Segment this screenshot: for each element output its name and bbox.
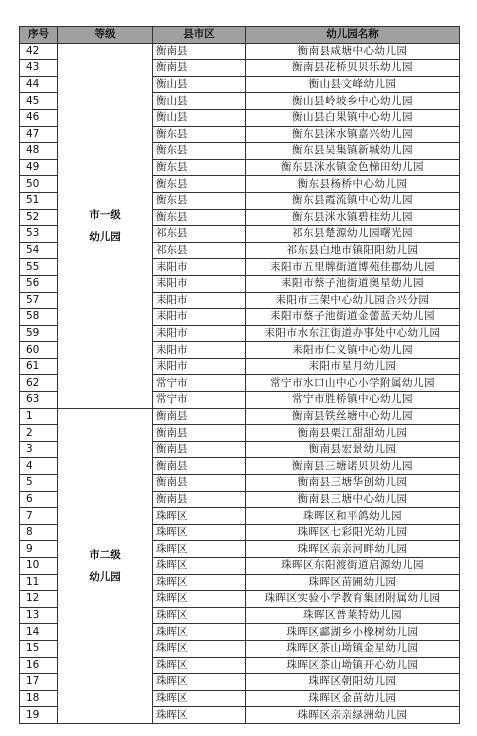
row-kindergarten-name: 耒阳市蔡子池街道奥星幼儿园	[246, 275, 460, 292]
row-kindergarten-name: 衡东县洣水镇碧桂幼儿园	[246, 209, 460, 226]
row-seq: 16	[20, 657, 58, 674]
row-county: 耒阳市	[153, 259, 246, 276]
row-kindergarten-name: 珠晖区七彩阳光幼儿园	[246, 524, 460, 541]
row-seq: 55	[20, 259, 58, 276]
table-row	[20, 43, 460, 60]
row-county: 衡山县	[153, 93, 246, 110]
level-line-1: 市一级	[89, 208, 121, 221]
level-cell	[58, 408, 153, 723]
row-seq: 3	[20, 441, 58, 458]
row-kindergarten-name: 衡东县吴集镇新城幼儿园	[246, 143, 460, 160]
row-county: 衡南县	[153, 441, 246, 458]
row-seq: 19	[20, 707, 58, 724]
row-county: 珠晖区	[153, 657, 246, 674]
row-kindergarten-name: 耒阳市蔡子池街道金蕾蓝天幼儿园	[246, 309, 460, 326]
row-county: 衡东县	[153, 126, 246, 143]
level-cell	[58, 43, 153, 408]
row-seq: 6	[20, 491, 58, 508]
row-county: 珠晖区	[153, 591, 246, 608]
row-county: 耒阳市	[153, 325, 246, 342]
row-seq: 61	[20, 358, 58, 375]
row-kindergarten-name: 衡南县宏景幼儿园	[246, 441, 460, 458]
row-kindergarten-name: 衡南县三塘华创幼儿园	[246, 475, 460, 492]
row-kindergarten-name: 耒阳市五里牌街道博苑佳郡幼儿园	[246, 259, 460, 276]
row-county: 衡南县	[153, 425, 246, 442]
row-county: 衡东县	[153, 192, 246, 209]
row-kindergarten-name: 祁东县楚源幼儿园曙光园	[246, 226, 460, 243]
row-kindergarten-name: 珠晖区亲亲河畔幼儿园	[246, 541, 460, 558]
row-seq: 51	[20, 192, 58, 209]
row-kindergarten-name: 珠晖区和平鸽幼儿园	[246, 508, 460, 525]
row-kindergarten-name: 珠晖区茶山坳镇开心幼儿园	[246, 657, 460, 674]
row-seq: 53	[20, 226, 58, 243]
row-county: 珠晖区	[153, 574, 246, 591]
row-kindergarten-name: 珠晖区酃湖乡小橡树幼儿园	[246, 624, 460, 641]
row-kindergarten-name: 衡南县花桥贝贝乐幼儿园	[246, 60, 460, 77]
level-line-2: 幼儿园	[89, 570, 121, 583]
row-county: 衡南县	[153, 43, 246, 60]
row-seq: 43	[20, 60, 58, 77]
row-county: 衡南县	[153, 60, 246, 77]
level-line-1: 市二级	[89, 548, 121, 561]
row-seq: 11	[20, 574, 58, 591]
row-county: 珠晖区	[153, 674, 246, 691]
row-seq: 59	[20, 325, 58, 342]
row-seq: 63	[20, 392, 58, 409]
row-seq: 14	[20, 624, 58, 641]
row-kindergarten-name: 衡东县霞流镇中心幼儿园	[246, 192, 460, 209]
row-seq: 58	[20, 309, 58, 326]
row-county: 衡东县	[153, 159, 246, 176]
row-county: 常宁市	[153, 375, 246, 392]
row-kindergarten-name: 衡山县白果镇中心幼儿园	[246, 109, 460, 126]
row-county: 衡南县	[153, 475, 246, 492]
row-kindergarten-name: 珠晖区东阳渡街道启源幼儿园	[246, 558, 460, 575]
row-county: 珠晖区	[153, 541, 246, 558]
row-seq: 48	[20, 143, 58, 160]
row-kindergarten-name: 衡东县洣水镇金色梯田幼儿园	[246, 159, 460, 176]
row-county: 耒阳市	[153, 342, 246, 359]
row-kindergarten-name: 衡东县洣水镇嘉兴幼儿园	[246, 126, 460, 143]
row-county: 耒阳市	[153, 275, 246, 292]
row-seq: 15	[20, 640, 58, 657]
row-county: 珠晖区	[153, 558, 246, 575]
row-county: 衡东县	[153, 209, 246, 226]
row-seq: 47	[20, 126, 58, 143]
row-county: 衡山县	[153, 76, 246, 93]
row-seq: 2	[20, 425, 58, 442]
row-seq: 17	[20, 674, 58, 691]
row-kindergarten-name: 珠晖区朝阳幼儿园	[246, 674, 460, 691]
row-seq: 57	[20, 292, 58, 309]
row-county: 耒阳市	[153, 358, 246, 375]
row-county: 耒阳市	[153, 292, 246, 309]
row-county: 珠晖区	[153, 690, 246, 707]
row-kindergarten-name: 耒阳市星月幼儿园	[246, 358, 460, 375]
row-kindergarten-name: 耒阳市仁义镇中心幼儿园	[246, 342, 460, 359]
row-seq: 56	[20, 275, 58, 292]
row-kindergarten-name: 常宁市胜桥镇中心幼儿园	[246, 392, 460, 409]
row-kindergarten-name: 衡山县文峰幼儿园	[246, 76, 460, 93]
row-seq: 1	[20, 408, 58, 425]
row-kindergarten-name: 珠晖区苗圃幼儿园	[246, 574, 460, 591]
row-seq: 7	[20, 508, 58, 525]
level-line-2: 幼儿园	[89, 230, 121, 243]
kindergarten-table	[19, 26, 460, 724]
table-header	[20, 27, 460, 44]
row-seq: 10	[20, 558, 58, 575]
header-level: 等级	[58, 27, 153, 44]
header-row	[20, 27, 460, 44]
row-kindergarten-name: 珠晖区普莱特幼儿园	[246, 607, 460, 624]
row-seq: 50	[20, 176, 58, 193]
row-kindergarten-name: 祁东县白地市镇阳阳幼儿园	[246, 242, 460, 259]
row-kindergarten-name: 耒阳市三架中心幼儿园合兴分园	[246, 292, 460, 309]
row-county: 耒阳市	[153, 309, 246, 326]
row-seq: 9	[20, 541, 58, 558]
header-seq: 序号	[20, 27, 58, 44]
row-kindergarten-name: 常宁市水口山中心小学附属幼儿园	[246, 375, 460, 392]
row-kindergarten-name: 珠晖区亲亲绿洲幼儿园	[246, 707, 460, 724]
row-kindergarten-name: 珠晖区实验小学教育集团附属幼儿园	[246, 591, 460, 608]
row-county: 祁东县	[153, 242, 246, 259]
row-county: 衡南县	[153, 491, 246, 508]
row-county: 祁东县	[153, 226, 246, 243]
row-county: 衡南县	[153, 408, 246, 425]
row-seq: 60	[20, 342, 58, 359]
row-seq: 12	[20, 591, 58, 608]
row-kindergarten-name: 衡南县三塘诺贝贝幼儿园	[246, 458, 460, 475]
row-county: 珠晖区	[153, 607, 246, 624]
row-county: 衡山县	[153, 109, 246, 126]
row-seq: 46	[20, 109, 58, 126]
row-kindergarten-name: 衡南县栗江甜甜幼儿园	[246, 425, 460, 442]
row-seq: 54	[20, 242, 58, 259]
row-county: 衡南县	[153, 458, 246, 475]
row-seq: 49	[20, 159, 58, 176]
table-body	[20, 43, 460, 723]
row-seq: 42	[20, 43, 58, 60]
row-seq: 45	[20, 93, 58, 110]
row-seq: 13	[20, 607, 58, 624]
row-seq: 62	[20, 375, 58, 392]
header-name: 幼儿园名称	[246, 27, 460, 44]
row-kindergarten-name: 珠晖区金苗幼儿园	[246, 690, 460, 707]
row-seq: 8	[20, 524, 58, 541]
row-county: 珠晖区	[153, 524, 246, 541]
row-kindergarten-name: 衡南县三塘中心幼儿园	[246, 491, 460, 508]
row-county: 衡东县	[153, 176, 246, 193]
row-kindergarten-name: 衡南县咸塘中心幼儿园	[246, 43, 460, 60]
row-county: 珠晖区	[153, 624, 246, 641]
row-county: 常宁市	[153, 392, 246, 409]
row-kindergarten-name: 衡山县岭坡乡中心幼儿园	[246, 93, 460, 110]
row-kindergarten-name: 耒阳市水东江街道办事处中心幼儿园	[246, 325, 460, 342]
row-seq: 5	[20, 475, 58, 492]
row-kindergarten-name: 衡东县杨桥中心幼儿园	[246, 176, 460, 193]
row-county: 衡东县	[153, 143, 246, 160]
table-row	[20, 408, 460, 425]
row-seq: 52	[20, 209, 58, 226]
row-seq: 4	[20, 458, 58, 475]
row-county: 珠晖区	[153, 640, 246, 657]
row-county: 珠晖区	[153, 508, 246, 525]
row-seq: 18	[20, 690, 58, 707]
header-county: 县市区	[153, 27, 246, 44]
row-kindergarten-name: 珠晖区茶山坳镇金星幼儿园	[246, 640, 460, 657]
row-seq: 44	[20, 76, 58, 93]
row-county: 珠晖区	[153, 707, 246, 724]
row-kindergarten-name: 衡南县铁丝塘中心幼儿园	[246, 408, 460, 425]
